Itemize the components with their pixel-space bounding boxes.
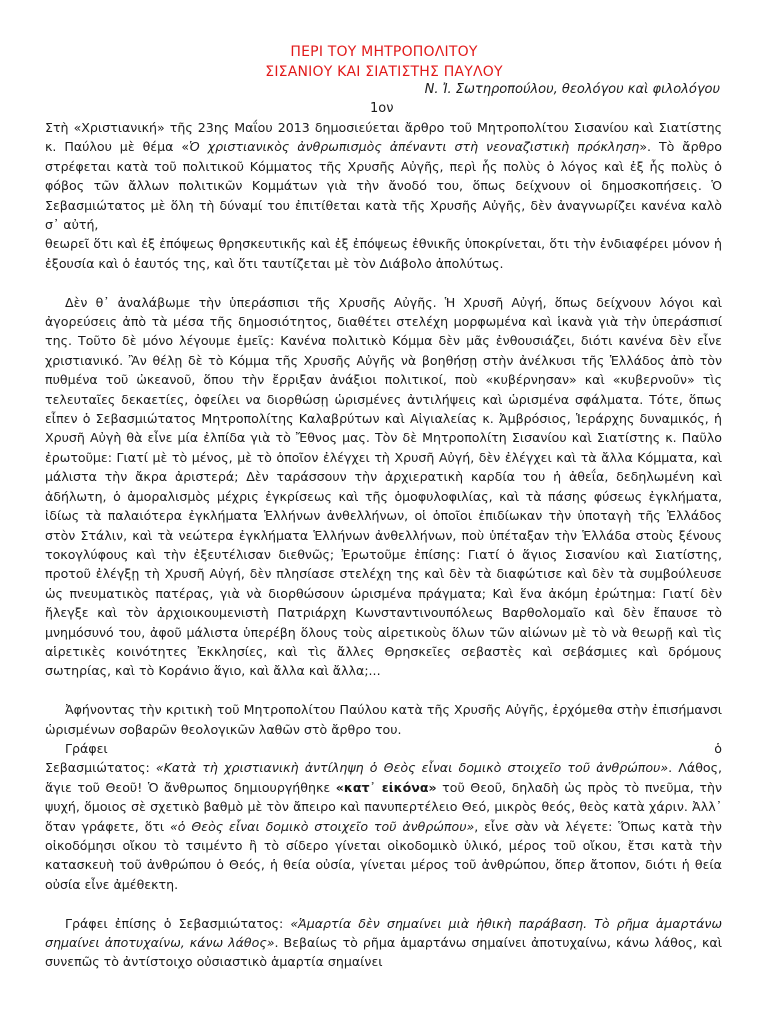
paragraph-1-continued: θεωρεῖ ὅτι καὶ ἐξ ἐπόψεως θρησκευτικῆς καὶ ἐξ ἐπόψεως ἐθνικῆς ὑποκρίνεται, ὅτι τὴν ἐνδιαφέρει μόνον ἡ ἐξουσία καὶ ὁ ἑαυτός της, καὶ ὅτι ταυτίζεται μὲ τὸν Διάβολο ἀπολύτως. (45, 236, 722, 271)
paragraph-4: Γράφει ἐπίσης ὁ Σεβασμιώτατος: «Ἁμαρτία δὲν σημαίνει μιὰ ἠθικὴ παράβαση. Τὸ ρῆμα ἁμαρτάνω σημαίνει ἀποτυχαίνω, κάνω λάθος». Βεβαίως τὸ ρῆμα ἁμαρτάνω σημαίνει ἀποτυχαίνω, κάνω λάθος, καὶ συνεπῶς τὸ ἀντίστοιχο οὐσιαστικὸ ἁμαρτία σημαίνει (45, 915, 723, 970)
title-line-2: ΣΙΣΑΝΙΟΥ ΚΑΙ ΣΙΑΤΙΣΤΗΣ ΠΑΥΛΟΥ (265, 64, 503, 80)
paragraph-1: Στὴ «Χριστιανική» τῆς 23ης Μαΐου 2013 δημοσιεύεται ἄρθρο τοῦ Μητροπολίτου Σισανίου καὶ Σιατίστης κ. Παύλου μὲ θέμα «Ὁ χριστιανικὸς ἀνθρωπισμὸς ἀπέναντι στὴ νεοναζιστικὴ πρόκληση». Τὸ ἄρθρο στρέφεται κατὰ τοῦ πολιτικοῦ Κόμματος τῆς Χρυσῆς Αὐγῆς, περὶ ἧς πολὺς ὁ λόγος καὶ ἐξ ἧς πολὺς ὁ φόβος τῶν ἄλλων πολιτικῶν Κομμάτων γιὰ τὴν ἄνοδό του, ὅπως δείχνουν οἱ δημοσκοπήσεις. Ὁ Σεβασμιώτατος μὲ ὅλη τὴ δύναμί του ἐπιτίθεται κατὰ τῆς Χρυσῆς Αὐγῆς, δὲν ἀναγνωρίζει κανένα καλὸ σ᾽ αὐτή, (45, 120, 722, 233)
paragraph-3: Ἀφήνοντας τὴν κριτικὴ τοῦ Μητροπολίτου Παύλου κατὰ τῆς Χρυσῆς Αὐγῆς, ἐρχόμεθα στὴν ἐπισήμανσι ὡρισμένων σοβαρῶν θεολογικῶν λαθῶν στὸ ἄρθρο του. (45, 702, 722, 737)
author-line: Ν. Ἰ. Σωτηροπούλου, θεολόγου καὶ φιλολόγου (424, 82, 720, 97)
paragraph-2: Δὲν θ᾽ ἀναλάβωμε τὴν ὑπεράσπισι τῆς Χρυσῆς Αὐγῆς. Ἡ Χρυσῆ Αὐγή, ὅπως δείχνουν λόγοι καὶ ἀγορεύσεις ἀπὸ τὰ μέσα τῆς δημοσιότητος, διαθέτει στελέχη μορφωμένα καὶ ἱκανὰ γιὰ τὴν ὑπεράσπισί της. Τοῦτο δὲ μόνο λέγουμε ἐμεῖς: Κανένα πολιτικὸ Κόμμα δὲν μᾶς ἐνθουσιάζει, διότι κανένα δὲν εἶνε χριστιανικό. Ἂν θέλῃ δὲ τὸ Κόμμα τῆς Χρυσῆς Αὐγῆς νὰ βοηθήσῃ στὴν ἀνέλκυσι τῆς Ἑλλάδος ἀπὸ τὸν πυθμένα τοῦ ὠκεανοῦ, ὅπου τὴν ἔρριξαν ἀνάξιοι πολιτικοί, ποὺ «κυβέρνησαν» καὶ «κυβερνοῦν» τὶς τελευταῖες δεκαετίες, ὀφείλει να διορθώσῃ ὡρισμένες ἀντιλήψεις καὶ ὡρισμένα σφάλματα. Τότε, ὅπως εἶπεν ὁ Σεβασμιώτατος Μητροπολίτης Καλαβρύτων καὶ Αἰγιαλείας κ. Ἀμβρόσιος, Ἱεράρχης δυναμικός, ἡ Χρυσῆ Αὐγὴ θὰ εἶνε μία ἐλπίδα γιὰ τὸ Ἔθνος μας. Τὸν δὲ Μητροπολίτη Σισανίου καὶ Σιατίστης κ. Παῦλο ἐρωτοῦμε: Γιατί μὲ τὸ μένος, μὲ τὸ ὁποῖον ἐλέγχει τὴ Χρυσῆ Αὐγή, δὲν ἐλέγχει καὶ τὰ ἄλλα Κόμματα, καὶ μάλιστα τὴν ἄκρα ἀριστερά; Δὲν ταράσσουν τὴν ἀρχιερατικὴ καρδία του ἡ ἀθεΐα, δεδηλωμένη καὶ ἀδήλωτη, ὁ ἀμοραλισμὸς μέχρις ἐγκρίσεως καὶ τῆς ὁμοφυλοφιλίας, καὶ τὰ πάσης φύσεως ἐγκλήματα, ἰδίως τὰ παλαιότερα ἐγκλήματα Ἑλλήνων ἀνθελλήνων, οἱ ὁποῖοι ἐπιδίωκαν τὴν ὑποταγὴ τῆς Ἑλλάδος στὸν Στάλιν, καὶ τὰ νεώτερα ἐγκλήματα Ἑλλήνων ἀνθελλήνων, ποὺ ὑπέταξαν τὴν Ἑλλάδα στοὺς ξένους τοκογλύφους καὶ τὴν ἐξευτέλισαν διεθνῶς; Ἐρωτοῦμε ἐπίσης: Γιατί ὁ ἅγιος Σισανίου καὶ Σιατίστης, προτοῦ ἐλέγξῃ τὴ Χρυσῆ Αὐγή, δὲν πλησίασε στελέχη της καὶ δὲν τὰ διαφώτισε καὶ δὲν τὰ συμβούλευσε ὡς πνευματικὸς πατέρας, γιὰ νὰ διορθώσουν ὡρισμένα πράγματα; Καὶ ἕνα ἀκόμη ἐρώτημα: Γιατί δὲν ἤλεγξε καὶ τὸν ἀρχιοικουμενιστὴ Πατριάρχη Κωνσταντινουπόλεως Βαρθολομαῖο καὶ δὲν ἔπαυσε τὸ μνημόσυνό του, ἀφοῦ μάλιστα ὑπερέβη ὅλους τοὺς αἱρετικοὺς ὅλων τῶν αἰώνων μὲ τὸ νὰ θεωρῇ καὶ τὶς αἱρετικὲς κοινότητες Ἐκκλησίες, καὶ τὶς ἄλλες Θρησκεῖες σεβαστὲς καὶ σεβάσμιες καὶ δρόμους σωτηρίας, καὶ τὸ Κοράνιο ἅγιο, καὶ ἄλλα καὶ ἄλλα;... (45, 294, 722, 679)
paragraph-3-quote: Σεβασμιώτατος: «Κατὰ τὴ χριστιανικὴ ἀντίληψη ὁ Θεὸς εἶναι δομικὸ στοιχεῖο τοῦ ἀνθρώπου». Λάθος, ἅγιε τοῦ Θεοῦ! Ὁ ἄνθρωπος δημιουργήθηκε «κατ᾽ εἰκόνα» τοῦ Θεοῦ, δηλαδὴ ὡς πρὸς τὸ πνεῦμα, τὴν ψυχή, ὅμοιος σὲ σχετικὸ βαθμὸ μὲ τὸν ἄπειρο καὶ πανυπερτέλειο Θεό, μικρὸς θεός, θεὸς κατὰ χάριν. Ἀλλ᾽ ὅταν γράφετε, ὅτι «ὁ Θεὸς εἶναι δομικὸ στοιχεῖο τοῦ ἀνθρώπου», εἶνε σὰν νὰ λέγετε: Ὅπως κατὰ τὴν οἰκοδόμησι οἴκου τὸ τσιμέντο ἢ τὸ σίδερο γίνεται οἰκοδομικὸ ὑλικό, μέρος τοῦ οἴκου, ἔτσι κατὰ τὴν κατασκευὴ τοῦ ἀνθρώπου ὁ Θεός, ἡ θεία οὐσία, γίνεται μέρος τοῦ ἀνθρώπου, ὅπερ ἄτοπον, διότι ἡ θεία οὐσία εἶνε ἀμέθεκτη. (45, 760, 723, 892)
title-line-1: ΠΕΡΙ ΤΟΥ ΜΗΤΡΟΠΟΛΙΤΟΥ (290, 44, 478, 60)
paragraph-3-line: Γράφει ὁ (65, 740, 722, 756)
article-body (45, 118, 722, 972)
part-number: 1ον (370, 101, 394, 116)
